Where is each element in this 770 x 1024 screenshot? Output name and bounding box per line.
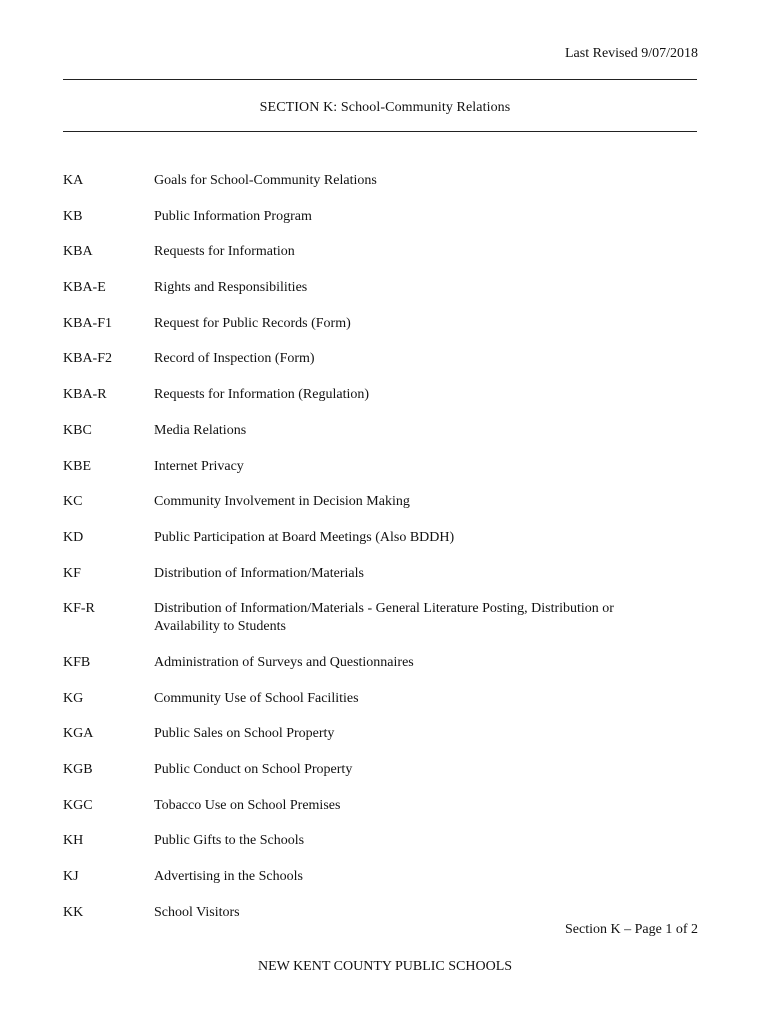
policy-code: KGB bbox=[63, 762, 93, 777]
policy-title: Advertising in the Schools bbox=[154, 869, 303, 885]
policy-row bbox=[63, 690, 697, 708]
policy-code: KC bbox=[63, 494, 83, 510]
policy-row bbox=[63, 315, 697, 333]
policy-list bbox=[63, 172, 697, 939]
policy-title: Media Relations bbox=[154, 422, 247, 438]
policy-code: KBA-F1 bbox=[63, 315, 113, 331]
policy-code: KF-R bbox=[63, 601, 95, 617]
policy-code: KH bbox=[63, 833, 84, 849]
policy-code: KBE bbox=[63, 458, 91, 474]
policy-title: Record of Inspection (Form) bbox=[154, 351, 315, 367]
policy-title: Community Involvement in Decision Making bbox=[154, 494, 410, 510]
policy-code: KB bbox=[63, 208, 83, 224]
header-divider-bottom bbox=[63, 131, 697, 132]
policy-code: KBA-R bbox=[63, 387, 107, 403]
policy-code: KBA bbox=[63, 244, 93, 260]
policy-row bbox=[63, 725, 697, 743]
policy-code: KGA bbox=[63, 726, 94, 742]
policy-row bbox=[63, 868, 697, 886]
policy-code: KD bbox=[63, 529, 84, 545]
policy-row bbox=[63, 904, 697, 922]
policy-title: Public Sales on School Property bbox=[154, 726, 335, 742]
policy-title: Public Gifts to the Schools bbox=[154, 833, 305, 849]
policy-code: KK bbox=[63, 904, 84, 920]
policy-title: Distribution of Information/Materials - General Literature Posting, Distribution or Availability to Students bbox=[154, 601, 614, 635]
policy-code: KF bbox=[63, 565, 81, 581]
policy-row bbox=[63, 386, 697, 404]
policy-row bbox=[63, 493, 697, 511]
policy-row bbox=[63, 654, 697, 672]
policy-title: Distribution of Information/Materials bbox=[154, 565, 364, 581]
policy-title: Public Information Program bbox=[154, 208, 312, 224]
policy-code: KFB bbox=[63, 654, 91, 670]
policy-code: KBA-F2 bbox=[63, 351, 113, 367]
page-number: Section K – Page 1 of 2 bbox=[565, 922, 698, 937]
policy-title: Requests for Information bbox=[154, 244, 295, 260]
policy-row bbox=[63, 243, 697, 261]
policy-row bbox=[63, 172, 697, 190]
policy-title: Tobacco Use on School Premises bbox=[154, 797, 341, 813]
policy-code: KJ bbox=[63, 869, 79, 885]
policy-title: Public Conduct on School Property bbox=[154, 762, 353, 777]
policy-title: Community Use of School Facilities bbox=[154, 690, 359, 706]
policy-row bbox=[63, 422, 697, 440]
policy-title: Administration of Surveys and Questionnaires bbox=[154, 654, 414, 670]
policy-row bbox=[63, 600, 697, 636]
policy-title: Internet Privacy bbox=[154, 458, 244, 474]
policy-title: Public Participation at Board Meetings (Also BDDH) bbox=[154, 529, 455, 545]
policy-row bbox=[63, 761, 697, 779]
policy-title: Goals for School-Community Relations bbox=[154, 173, 377, 188]
policy-row bbox=[63, 458, 697, 476]
footer-organization: NEW KENT COUNTY PUBLIC SCHOOLS bbox=[257, 959, 513, 974]
header-divider-top bbox=[63, 79, 697, 80]
policy-title: School Visitors bbox=[154, 904, 240, 920]
last-revised-date: Last Revised 9/07/2018 bbox=[565, 46, 698, 61]
policy-row bbox=[63, 565, 697, 583]
policy-row bbox=[63, 350, 697, 368]
policy-code: KBC bbox=[63, 422, 92, 438]
policy-code: KG bbox=[63, 690, 84, 706]
policy-title: Rights and Responsibilities bbox=[154, 280, 308, 296]
policy-row bbox=[63, 797, 697, 815]
policy-row bbox=[63, 208, 697, 226]
section-title: SECTION K: School-Community Relations bbox=[259, 100, 511, 115]
policy-title: Requests for Information (Regulation) bbox=[154, 387, 370, 403]
policy-code: KA bbox=[63, 173, 84, 188]
policy-row bbox=[63, 529, 697, 547]
policy-code: KGC bbox=[63, 797, 93, 813]
policy-title: Request for Public Records (Form) bbox=[154, 315, 351, 331]
policy-code: KBA-E bbox=[63, 280, 106, 296]
policy-row bbox=[63, 832, 697, 850]
policy-row bbox=[63, 279, 697, 297]
